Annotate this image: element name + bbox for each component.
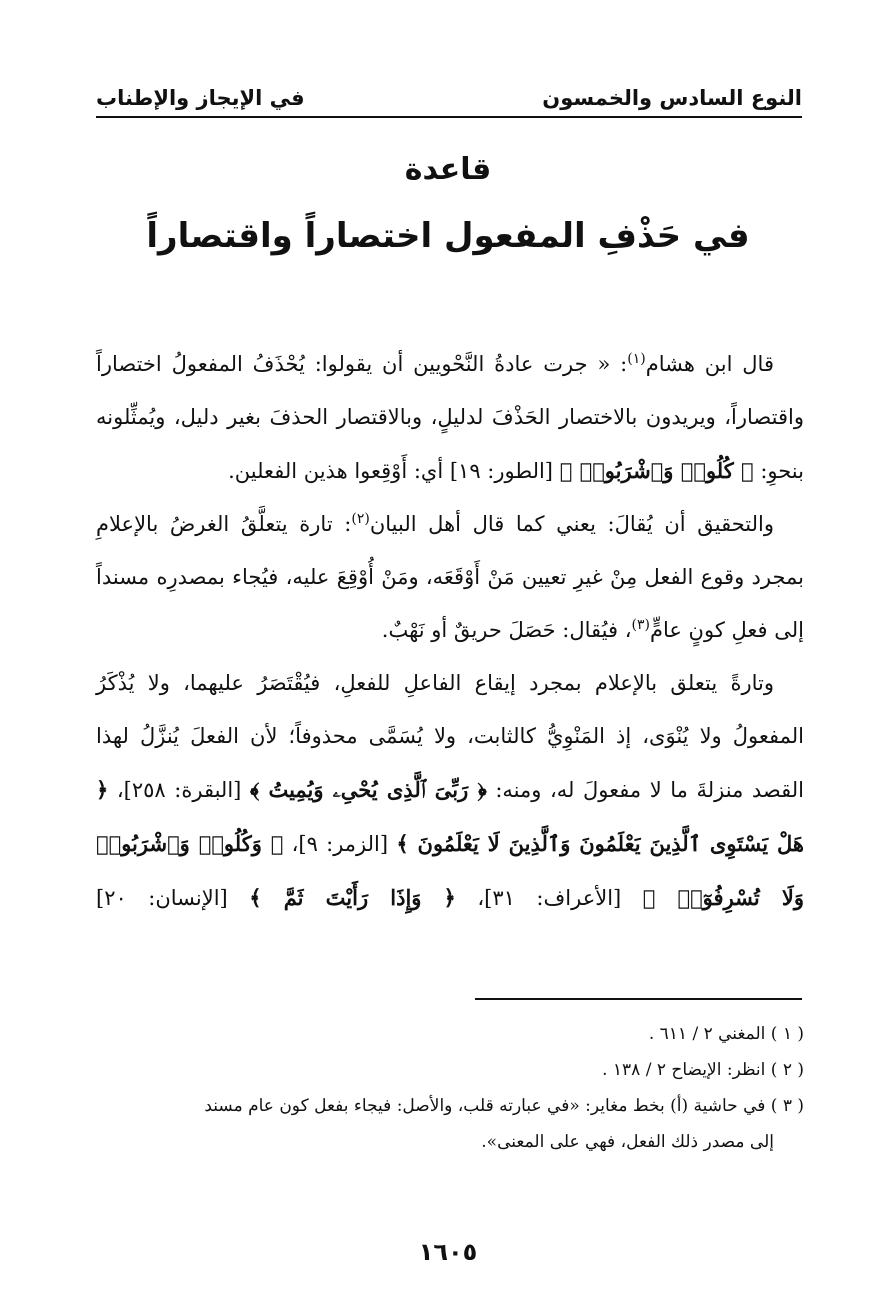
text-run: [الطور: ١٩] أي: أَوْقِعوا هذين الفعلين. — [228, 459, 560, 483]
text-run: [الزمر: ٩]، — [283, 832, 397, 856]
quran-verse: ﴿ وَإِذَا رَأَيْتَ ثَمَّ ﴾ — [249, 885, 456, 910]
quran-verse: ﴿ هَلْ يَسْتَوِى ٱلَّذِينَ يَعْلَمُونَ وَٱلَّذِينَ لَا يَعْلَمُونَ ﴾ — [96, 777, 804, 856]
section-subtitle: في حَذْفِ المفعول اختصاراً واقتصاراً — [146, 216, 750, 256]
body-text — [96, 338, 804, 925]
text-run: ، فيُقال: حَصَلَ حريقٌ أو نَهْبٌ. — [381, 618, 632, 642]
paragraph-3 — [96, 657, 804, 925]
header-section: في الإيجاز والإطناب — [96, 86, 305, 110]
header-chapter: النوع السادس والخمسون — [542, 86, 802, 110]
text-run: قال ابن هشام — [645, 352, 774, 376]
text-run: : تارة يتعلَّقُ الغرضُ بالإعلامِ بمجرد وقوع الفعل مِنْ غيرِ تعيين مَنْ أَوْقَعَه، ومَنْ أُوْقِعَ عليه، فيُجاء بمصدرِه مسنداً إلى فعلِ كونٍ عامٍّ — [96, 512, 804, 642]
footnote-ref-2[interactable]: (٢) — [351, 511, 370, 527]
running-header — [96, 78, 802, 118]
footnote-1: ( ١ ) المغني ٢ / ٦١١ . — [648, 1024, 804, 1044]
footnote-ref-1[interactable]: (١) — [627, 351, 646, 367]
footnote-divider — [475, 998, 802, 1000]
text-run: [البقرة: ٢٥٨]، — [108, 778, 250, 802]
footnote-ref-3[interactable]: (٣) — [631, 617, 650, 633]
quran-verse: ﴿ رَبِّىَ ٱلَّذِى يُحْىِۦ وَيُمِيتُ ﴾ — [249, 777, 487, 802]
footnote-2: ( ٢ ) انظر: الإيضاح ٢ / ١٣٨ . — [602, 1060, 804, 1080]
paragraph-1 — [96, 338, 804, 498]
paragraph-2 — [96, 498, 804, 657]
text-run: [الأعراف: ٣١]، — [455, 886, 643, 910]
footnote-3-continued: إلى مصدر ذلك الفعل، فهي على المعنى». — [481, 1132, 774, 1152]
quran-verse: ﴿ وَكُلُوا۟ وَٱشْرَبُوا۟ وَلَا تُسْرِفُوٓا۟ ﴾ — [96, 831, 804, 910]
text-run: والتحقيق أن يُقالَ: يعني كما قال أهل البيان — [369, 512, 774, 536]
quran-verse: ﴿ كُلُوا۟ وَٱشْرَبُوا۟ ﴾ — [559, 458, 754, 483]
text-run: وتارةً يتعلق بالإعلام بمجرد إيقاع الفاعلِ للفعلِ، فيُقْتَصَرُ عليهما، ولا يُذْكَرُ المفعولُ ولا يُنْوَى، إذ المَنْوِيُّ كالثابت، ولا يُسَمَّى محذوفاً؛ لأن الفعلَ يُنزَّلُ لهذا القصد منزلةَ ما لا مفعولَ له، ومنه: — [96, 671, 804, 802]
footnote-3: ( ٣ ) في حاشية (أ) بخط مغاير: «في عبارته قلب، والأصل: فيجاء بفعل كون عام مسند — [204, 1096, 804, 1116]
text-run: [الإنسان: ٢٠] — [96, 886, 250, 910]
section-title: قاعدة — [404, 152, 492, 187]
page-number: ١٦٠٥ — [418, 1238, 478, 1266]
footnotes — [96, 1016, 804, 1160]
text-run: : « جرت عادةُ النَّحْويين أن يقولوا: يُحْذَفُ المفعولُ اختصاراً واقتصاراً، ويريدون بالاختصار الحَذْفَ لدليلٍ، وبالاقتصار الحذفَ بغير دليل، ويُمثِّلونه بنحوِ: — [96, 352, 804, 483]
